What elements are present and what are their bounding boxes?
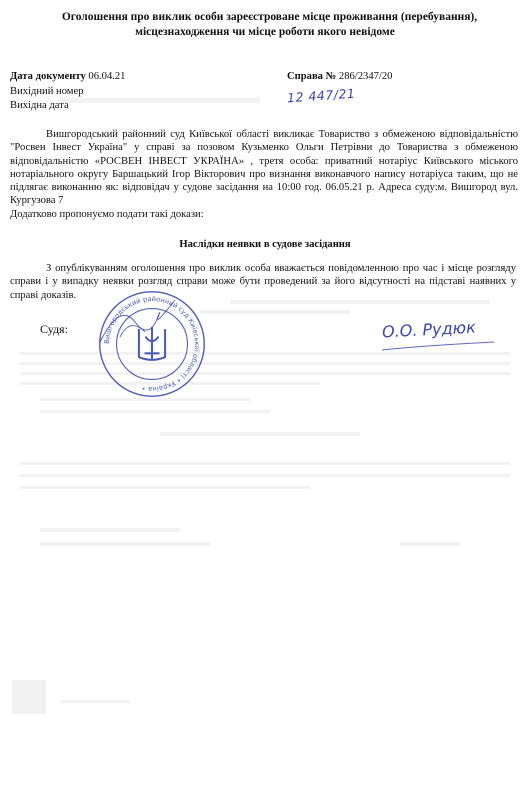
signature-flourish bbox=[378, 316, 498, 356]
consequences-heading: Наслідки неявки в судове засідання bbox=[179, 239, 351, 250]
additional-evidence-line: Додатково пропонуємо подати такі докази: bbox=[10, 209, 204, 220]
case-number-value: 286/2347/20 bbox=[336, 71, 393, 82]
judge-label: Судя: bbox=[40, 322, 68, 336]
consequences-paragraph-text: З опублікуванням оголошення про виклик особа вважається повідомленною про час і місце розгляду справи і у випадку неявки розгляд справи може бути проведений за його відсутності на підставі наявних у справі доказів. bbox=[10, 263, 516, 301]
outgoing-number-label: Вихідний номер bbox=[10, 86, 84, 97]
title-line-2: місцезнаходження чи місце роботи якого невідоме bbox=[135, 26, 395, 38]
seal-ring-text: Вишгородський районний суд Київської області • Україна • bbox=[103, 295, 201, 393]
main-paragraph-text: Вишгородський районний суд Київської області викликає Товариство з обмеженою відповідальністю "Росвен Інвест Україна" у справі за позовом Кузьменко Ольги Петрівни до Товариства з обмеженою відповідальністю «РОСВЕН ІНВЕСТ УКРАЇНА» , третя особа: приватний нотаріус Київського міського нотаріального округу Баршацький Ігор Вікторович про визнання виконавчого напису нотаріуса таким, що не підлягає виконанню як: відповідач у судове засідання на 10:00 год. 06.05.21 р. Адреса суду:м. Вишгород вул. Кургузова 7 bbox=[10, 129, 518, 207]
case-number-label: Справа № bbox=[287, 71, 337, 82]
document-date-row bbox=[10, 70, 125, 83]
main-paragraph bbox=[10, 128, 518, 208]
judge-signature: О.О. Рудюк bbox=[381, 317, 477, 342]
title-line-1: Оголошення про виклик особи зареєстроване місце проживання (перебування), bbox=[57, 11, 473, 23]
outgoing-date-label: Вихідна дата bbox=[10, 100, 69, 111]
case-number-row bbox=[287, 70, 392, 83]
document-date-value: 06.04.21 bbox=[85, 71, 126, 82]
document-date-label: Дата документу bbox=[10, 71, 86, 82]
consequences-paragraph bbox=[10, 262, 516, 302]
document-title bbox=[10, 10, 520, 40]
pen-scribble bbox=[90, 292, 190, 352]
handwritten-registration-number: 12 447/21 bbox=[286, 85, 356, 106]
